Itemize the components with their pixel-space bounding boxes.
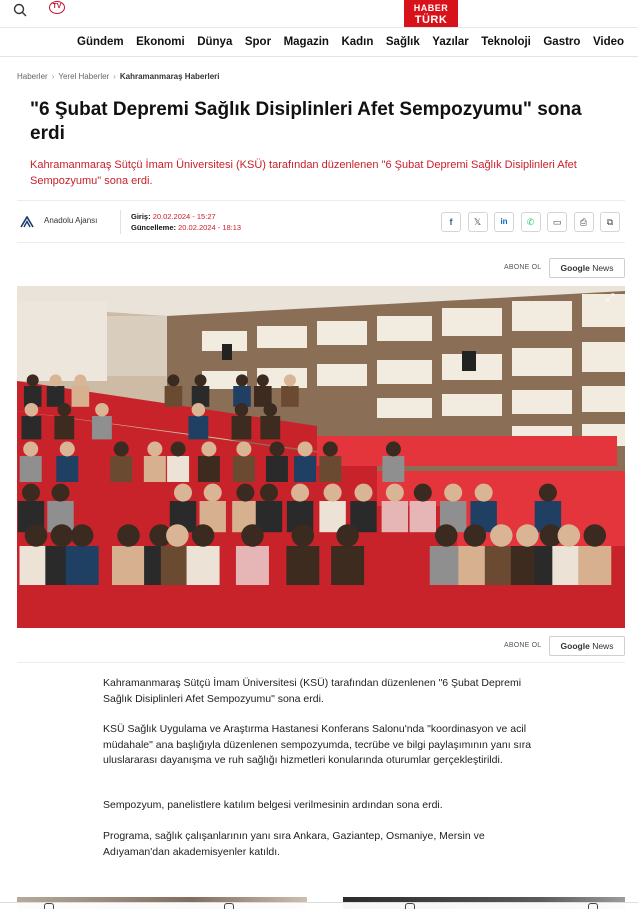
divider <box>120 210 121 234</box>
site-logo[interactable] <box>404 0 458 28</box>
article-title: "6 Şubat Depremi Sağlık Disiplinleri Afet Sempozyumu" sona erdi <box>30 99 582 144</box>
bottom-nav <box>0 902 638 909</box>
send-icon[interactable] <box>405 903 415 909</box>
divider <box>17 662 625 663</box>
article-paragraph: KSÜ Sağlık Uygulama ve Araştırma Hastanesi Konferans Salonu'nda "koordinasyon ve acil müdahale" ana başlığıyla düzenlenen sempozyumda, tecrübe ve bilgi paylaşımının yanı sıra uluslararası dayanışma ve ruh sağlığı hizmetleri konularında oturumlar gerçekleştirildi. <box>103 723 532 766</box>
nav-item-teknoloji[interactable]: Teknoloji <box>481 36 531 48</box>
linkedin-icon[interactable]: in <box>494 212 514 232</box>
copy-icon[interactable]: ⧉ <box>600 212 620 232</box>
nav-item-video[interactable]: Video <box>592 36 625 48</box>
nav-item-magazin[interactable]: Magazin <box>283 36 329 48</box>
main-nav <box>0 28 638 56</box>
divider <box>17 242 625 243</box>
google-news-label: Google <box>560 641 590 651</box>
chevron-right-icon: › <box>51 72 55 81</box>
subscribe-label: ABONE OL <box>504 264 542 271</box>
published-label: Giriş: <box>131 212 151 221</box>
logo-line1: HABER <box>413 3 449 13</box>
updated-date: 20.02.2024 - 18:13 <box>178 223 242 232</box>
facebook-icon[interactable]: f <box>441 212 461 232</box>
divider <box>0 56 638 57</box>
tv-icon[interactable]: TV <box>49 1 65 14</box>
menu-icon[interactable] <box>588 903 598 909</box>
breadcrumb-item[interactable]: Yerel Haberler <box>58 72 110 81</box>
expand-icon[interactable]: ⤢ <box>605 292 615 304</box>
article-source[interactable]: Anadolu Ajansı <box>44 216 98 225</box>
updated-label: Güncelleme: <box>131 223 177 232</box>
divider <box>17 200 625 201</box>
breadcrumb <box>17 72 219 81</box>
article-dates <box>131 211 241 233</box>
google-news-button[interactable] <box>549 258 625 278</box>
article-spot: Kahramanmaraş Sütçü İmam Üniversitesi (KSÜ) tarafından düzenlenen "6 Şubat Depremi Sağlık Disiplinleri Afet Sempozyumu" sona erdi. <box>30 159 577 187</box>
nav-item-spor[interactable]: Spor <box>244 36 272 48</box>
logo-line2: TÜRK <box>414 14 448 26</box>
home-icon[interactable] <box>44 903 54 909</box>
nav-item-dunya[interactable]: Dünya <box>197 36 233 48</box>
google-news-label: News <box>592 641 614 651</box>
nav-item-saglik[interactable]: Sağlık <box>385 36 420 48</box>
nav-item-ekonomi[interactable]: Ekonomi <box>136 36 185 48</box>
x-icon[interactable]: 𝕏 <box>468 212 488 232</box>
comment-icon[interactable]: ▭ <box>547 212 567 232</box>
nav-item-kadin[interactable]: Kadın <box>341 36 374 48</box>
breadcrumb-item[interactable]: Kahramanmaraş Haberleri <box>119 72 220 81</box>
article-paragraph: Programa, sağlık çalışanlarının yanı sıra Ankara, Gaziantep, Osmaniye, Mersin ve Adıyaman'dan akademisyenler katıldı. <box>103 830 485 858</box>
nav-item-gundem[interactable]: Gündem <box>77 36 124 48</box>
print-icon[interactable]: ⎙ <box>574 212 594 232</box>
anadolu-agency-logo-icon <box>20 216 34 228</box>
breadcrumb-item[interactable]: Haberler <box>17 72 48 81</box>
google-news-button[interactable] <box>549 636 625 656</box>
chevron-right-icon: › <box>113 72 116 81</box>
whatsapp-icon[interactable]: ✆ <box>521 212 541 232</box>
article-photo[interactable] <box>17 286 625 628</box>
conference-hall-image <box>17 286 625 628</box>
search-icon[interactable] <box>13 3 27 17</box>
trending-icon[interactable] <box>224 903 234 909</box>
google-news-label: News <box>592 263 614 273</box>
article-paragraph: Kahramanmaraş Sütçü İmam Üniversitesi (KSÜ) tarafından düzenlenen "6 Şubat Depremi Sağlık Disiplinleri Afet Sempozyumu" sona erdi. <box>103 677 522 705</box>
share-bar <box>441 212 627 232</box>
nav-item-gastro[interactable]: Gastro <box>543 36 581 48</box>
subscribe-label: ABONE OL <box>504 642 542 649</box>
nav-item-yazilar[interactable]: Yazılar <box>432 36 469 48</box>
article-paragraph: Sempozyum, panelistlere katılım belgesi verilmesinin ardından sona erdi. <box>103 799 443 811</box>
published-date: 20.02.2024 - 15:27 <box>152 212 216 221</box>
google-news-label: Google <box>560 263 590 273</box>
top-bar <box>0 0 638 28</box>
